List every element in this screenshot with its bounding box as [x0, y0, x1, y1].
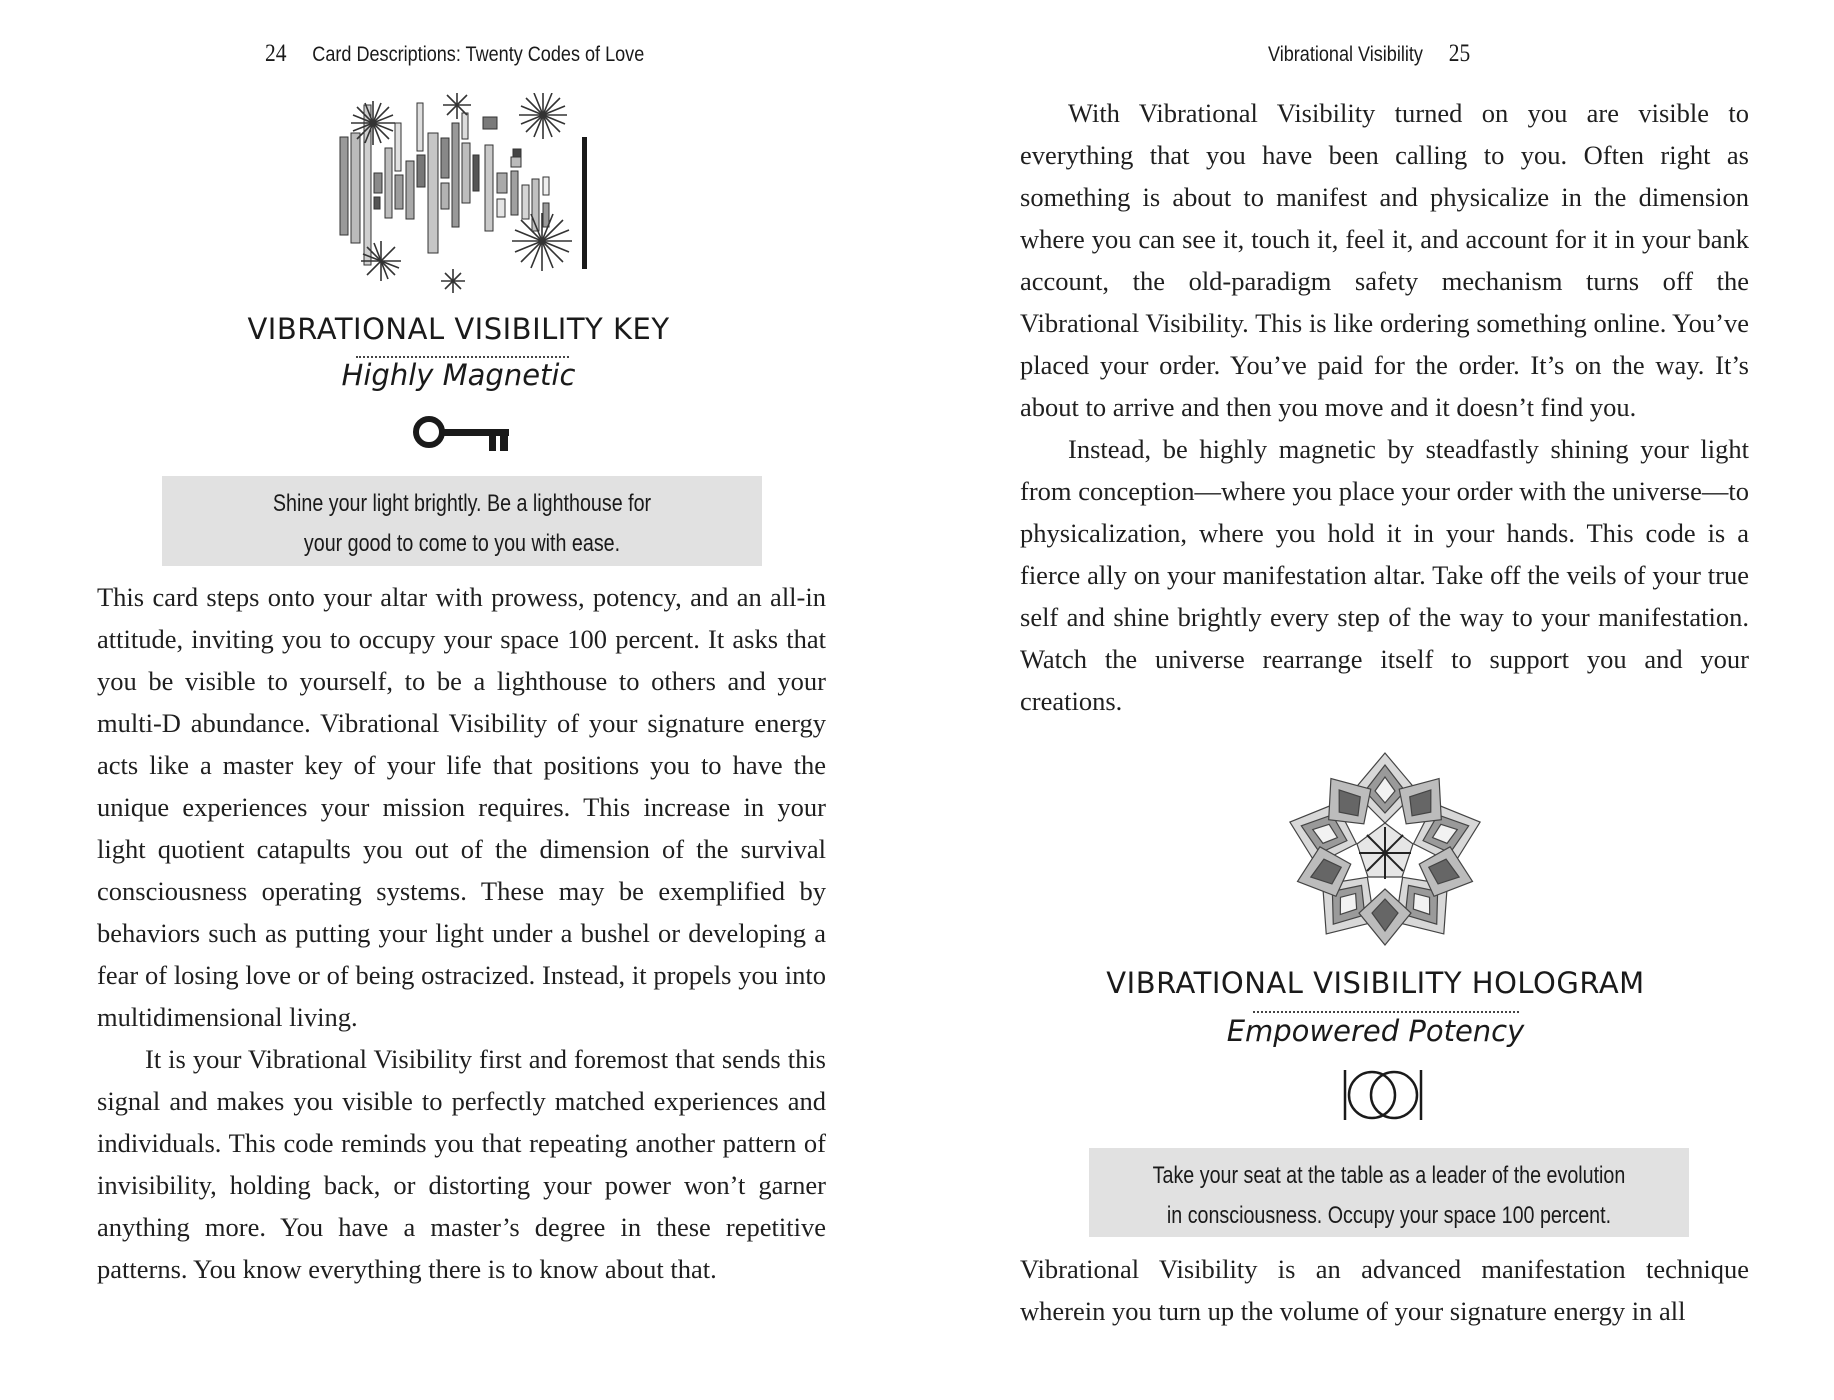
right-paragraph-1: With Vibrational Visibility turned on you are visible to everything that you have been calling to you. Often right as something is about to manifest and physicalize in the dimension where you can see it, touch it, feel it, and account for it in your bank account, the old-paradigm safety mechanism turns off the Vibrational Visibility. This is like ordering something online. You’ve placed your order. You’ve paid for the order. It’s on the way. It’s about to arrive and then you move and it doesn’t find you. [1020, 98, 1749, 422]
right-paragraph-3: Vibrational Visibility is an advanced manifestation technique wherein you turn up the volume of your signature energy in all [1020, 1254, 1749, 1326]
left-paragraph-1: This card steps onto your altar with prowess, potency, and an all-in attitude, inviting you to occupy your space 100 percent. It asks that you be visible to yourself, to be a lighthouse to others and your multi-D abundance. Vibrational Visibility of your signature energy acts like a master key of your life that positions you to have the unique experiences your mission requires. This increase in your light quotient catapults you out of the dimension of the survival consciousness operating systems. These may be exemplified by behaviors such as putting your light under a bushel or developing a fear of losing love or of being ostracized. Instead, it propels you into multidimensional living. [97, 582, 826, 1032]
right-paragraph-2: Instead, be highly magnetic by steadfastly shining your light from conception—where you place your order with the universe—to physicalization, where you hold it in your hands. This code is a fierce ally on your manifestation altar. Take off the veils of your true self and shine brightly every step of the way to your manifestation. Watch the universe rearrange itself to support you and your creations. [1020, 434, 1749, 716]
hologram-subtitle: Empowered Potency [1226, 1014, 1525, 1048]
hologram-callout-line2: in consciousness. Occupy your space 100 percent. [1166, 1202, 1612, 1229]
key-subtitle: Highly Magnetic [341, 358, 576, 392]
right-body-text-bottom [1020, 1248, 1749, 1332]
running-head-right-title: Vibrational Visibility [1268, 43, 1423, 66]
key-card-illustration [335, 93, 595, 298]
hologram-callout [1089, 1148, 1689, 1237]
hologram-callout-line1: Take your seat at the table as a leader of the evolution [1152, 1162, 1626, 1189]
left-body-text [97, 576, 826, 1290]
running-head-right [1268, 40, 1470, 68]
hologram-illustration [1265, 748, 1505, 958]
hologram-title: VIBRATIONAL VISIBILITY HOLOGRAM [1106, 966, 1645, 1000]
page-number-left: 24 [265, 40, 287, 67]
key-callout [162, 476, 762, 566]
hologram-title-divider [1253, 1011, 1519, 1013]
running-head-left [265, 40, 644, 68]
key-title: VIBRATIONAL VISIBILITY KEY [247, 312, 670, 346]
right-body-text-top [1020, 92, 1749, 722]
left-paragraph-2: It is your Vibrational Visibility first and foremost that sends this signal and makes you visible to perfectly matched experiences and individuals. This code reminds you that repeating another pattern of invisibility, holding back, or distorting your power won’t garner anything more. You have a master’s degree in these repetitive patterns. You know everything there is to know about that. [97, 1044, 826, 1284]
right-page [917, 0, 1834, 1400]
key-icon [411, 412, 515, 454]
hologram-icon [1342, 1068, 1424, 1122]
key-callout-line2: your good to come to you with ease. [303, 530, 621, 557]
page-number-right: 25 [1448, 40, 1471, 67]
key-callout-line1: Shine your light brightly. Be a lighthouse for [272, 490, 652, 517]
running-head-left-title: Card Descriptions: Twenty Codes of Love [312, 43, 645, 66]
